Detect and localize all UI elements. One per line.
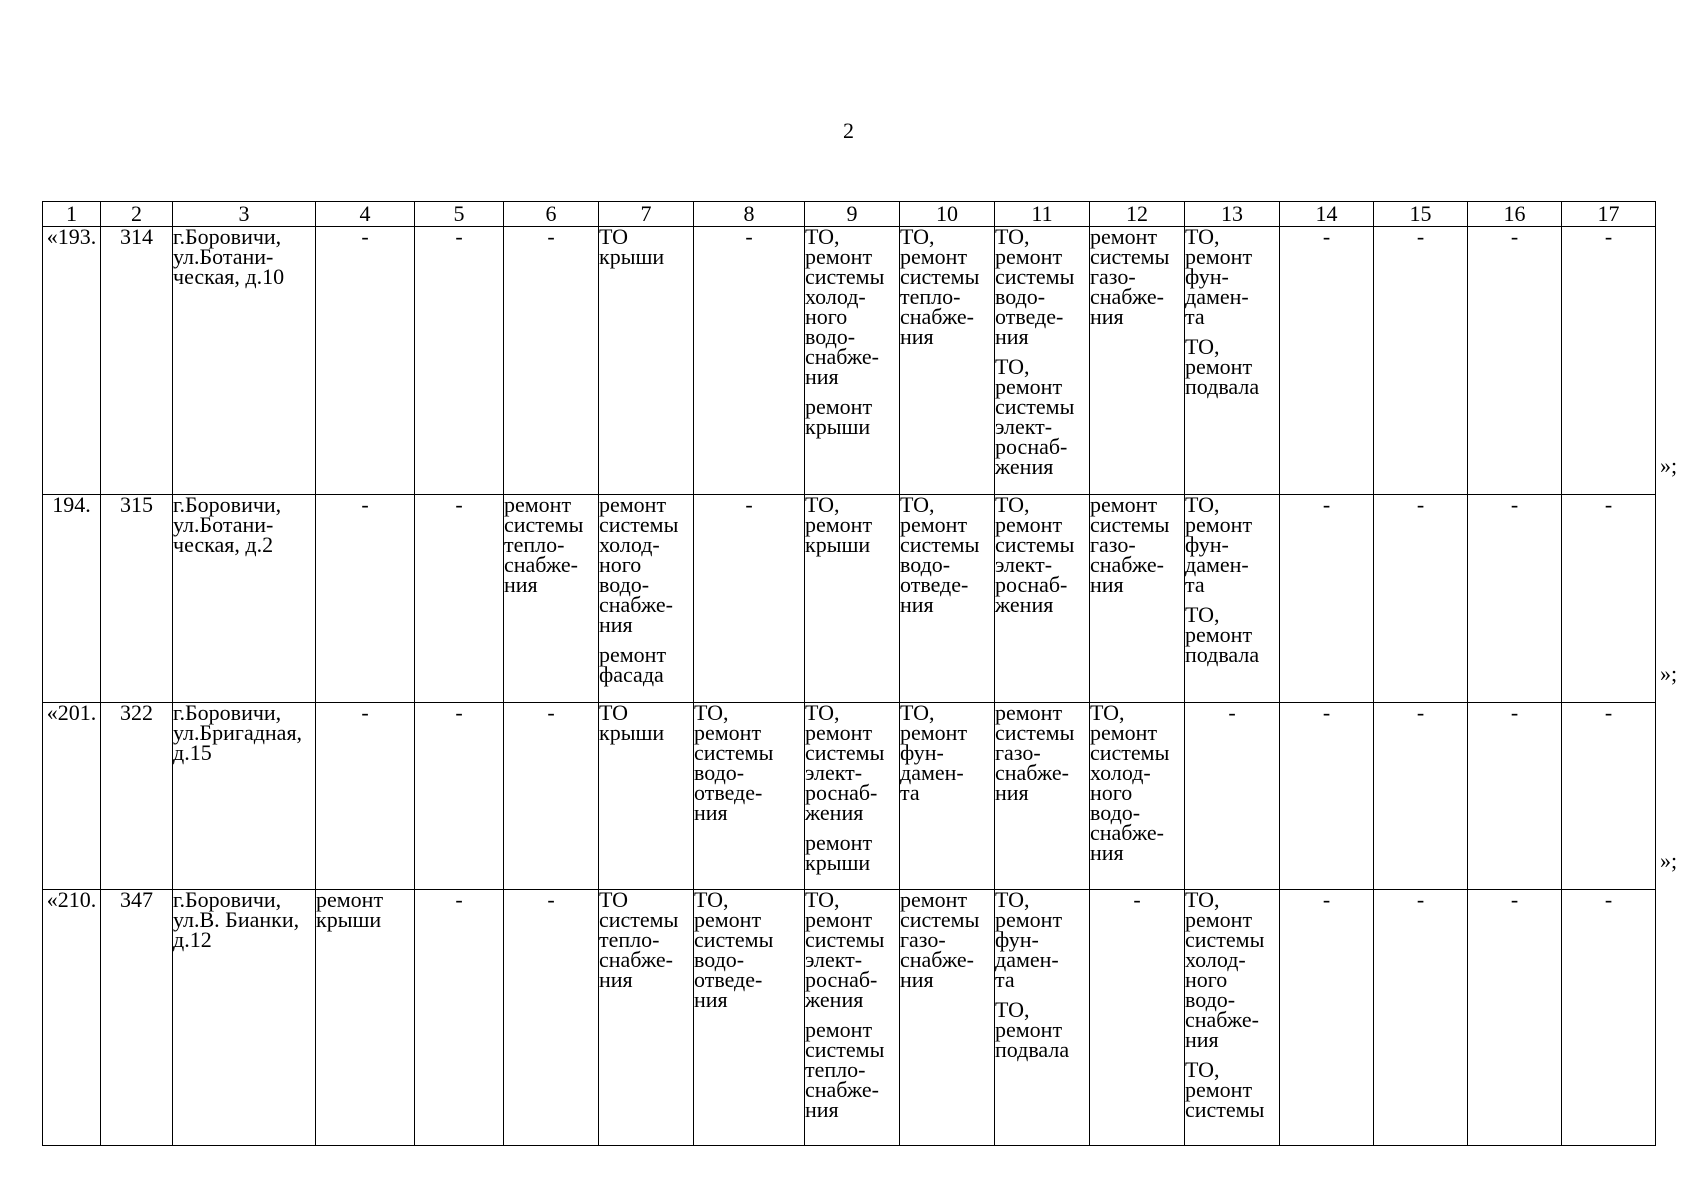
work-type-cell xyxy=(995,887,1090,1146)
work-type-cell xyxy=(805,700,900,890)
registry-id-cell: 314 xyxy=(101,227,173,495)
row-closing-mark: »; xyxy=(1660,660,1678,686)
work-type-cell xyxy=(694,887,805,1146)
work-type-cell xyxy=(599,492,694,703)
cell-text-block: ТО, ремонт системы водо- отведе- ния xyxy=(995,224,1075,349)
cell-text-block: ТО, ремонт системы элект- роснаб- жения xyxy=(805,700,885,825)
cell-text-block: ремонт крыши xyxy=(805,394,873,439)
empty-cell: - xyxy=(415,495,504,703)
work-type-cell xyxy=(1090,492,1185,703)
empty-cell: - xyxy=(415,890,504,1146)
header-row xyxy=(43,202,1656,227)
column-header-16: 16 xyxy=(1468,202,1562,227)
registry-id-cell: 322 xyxy=(101,703,173,890)
table-row xyxy=(43,703,1656,890)
empty-cell: - xyxy=(316,703,415,890)
empty-cell: - xyxy=(1280,703,1374,890)
empty-cell: - xyxy=(1374,227,1468,495)
cell-text-block: ТО, ремонт подвала xyxy=(995,997,1070,1062)
work-type-cell xyxy=(1185,887,1280,1146)
cell-text-block: ТО, ремонт системы тепло- снабже- ния xyxy=(900,224,980,349)
cell-text-block: ТО, ремонт системы элект- роснаб- жения xyxy=(995,354,1075,479)
work-type-cell xyxy=(694,700,805,890)
cell-text-block: ремонт системы газо- снабже- ния xyxy=(1090,224,1170,329)
cell-text-block: ТО системы тепло- снабже- ния xyxy=(599,887,679,992)
cell-text-block: ТО крыши xyxy=(599,700,665,745)
empty-cell: - xyxy=(1185,703,1280,890)
empty-cell: - xyxy=(504,703,599,890)
cell-text-block: ТО, ремонт системы водо- отведе- ния xyxy=(694,887,774,1012)
empty-cell: - xyxy=(1090,890,1185,1146)
cell-text-block: ТО, ремонт фун- дамен- та xyxy=(995,887,1063,992)
cell-text-block: ТО, ремонт крыши xyxy=(805,492,873,557)
registry-id-cell: 315 xyxy=(101,495,173,703)
work-type-cell xyxy=(805,224,900,495)
work-type-cell xyxy=(1185,224,1280,495)
table-row xyxy=(43,495,1656,703)
work-type-cell xyxy=(599,700,694,890)
cell-text-block: ТО, ремонт подвала xyxy=(1185,334,1260,399)
empty-cell: - xyxy=(1562,890,1656,1146)
column-header-7: 7 xyxy=(599,202,694,227)
cell-text-block: ремонт системы газо- снабже- ния xyxy=(900,887,980,992)
work-type-cell xyxy=(316,887,415,1146)
cell-text-block: ремонт фасада xyxy=(599,642,667,687)
cell-text-block: ТО, ремонт системы водо- отведе- ния xyxy=(900,492,980,617)
column-header-3: 3 xyxy=(173,202,316,227)
row-closing-mark: »; xyxy=(1660,847,1678,873)
empty-cell: - xyxy=(1468,495,1562,703)
empty-cell: - xyxy=(1374,703,1468,890)
column-header-12: 12 xyxy=(1090,202,1185,227)
empty-cell: - xyxy=(1280,227,1374,495)
cell-text-block: г.Боровичи, ул.Ботани- ческая, д.10 xyxy=(173,224,285,289)
empty-cell: - xyxy=(1468,890,1562,1146)
address-cell xyxy=(173,700,316,890)
address-cell xyxy=(173,224,316,495)
work-type-cell xyxy=(1090,224,1185,495)
work-type-cell xyxy=(805,887,900,1146)
work-type-cell xyxy=(995,492,1090,703)
cell-text-block: ремонт системы тепло- снабже- ния xyxy=(504,492,584,597)
cell-text-block: ремонт системы тепло- снабже- ния xyxy=(805,1017,885,1122)
column-header-2: 2 xyxy=(101,202,173,227)
address-cell xyxy=(173,887,316,1146)
empty-cell: - xyxy=(1468,227,1562,495)
work-type-cell xyxy=(900,224,995,495)
empty-cell: - xyxy=(1468,703,1562,890)
column-header-10: 10 xyxy=(900,202,995,227)
empty-cell: - xyxy=(415,703,504,890)
cell-text-block: ТО крыши xyxy=(599,224,665,269)
cell-text-block: ТО, ремонт системы холод- ного водо- снабже- ния xyxy=(1090,700,1170,865)
empty-cell: - xyxy=(504,890,599,1146)
work-type-cell xyxy=(995,224,1090,495)
work-type-cell xyxy=(504,492,599,703)
table-row xyxy=(43,227,1656,495)
column-header-4: 4 xyxy=(316,202,415,227)
cell-text-block: ремонт системы газо- снабже- ния xyxy=(1090,492,1170,597)
column-header-1: 1 xyxy=(43,202,101,227)
cell-text-block: ТО, ремонт системы водо- отведе- ния xyxy=(694,700,774,825)
table-row xyxy=(43,890,1656,1146)
work-type-cell xyxy=(599,887,694,1146)
cell-text-block: ремонт крыши xyxy=(316,887,384,932)
column-header-17: 17 xyxy=(1562,202,1656,227)
cell-text-block: г.Боровичи, ул.Бригадная, д.15 xyxy=(173,700,303,765)
column-header-11: 11 xyxy=(995,202,1090,227)
row-number-cell: 194. xyxy=(43,495,101,703)
cell-text-block: ТО, ремонт фун- дамен- та xyxy=(1185,224,1253,329)
empty-cell: - xyxy=(1374,890,1468,1146)
cell-text-block: ремонт крыши xyxy=(805,830,873,875)
empty-cell: - xyxy=(316,495,415,703)
empty-cell: - xyxy=(415,227,504,495)
registry-id-cell: 347 xyxy=(101,890,173,1146)
address-cell xyxy=(173,492,316,703)
cell-text-block: ремонт системы холод- ного водо- снабже- ния xyxy=(599,492,679,637)
cell-text-block: ТО, ремонт системы элект- роснаб- жения xyxy=(805,887,885,1012)
empty-cell: - xyxy=(1562,703,1656,890)
column-header-8: 8 xyxy=(694,202,805,227)
empty-cell: - xyxy=(694,227,805,495)
cell-text-block: ТО, ремонт системы холод- ного водо- снабже- ния xyxy=(805,224,885,389)
cell-text-block: ТО, ремонт системы холод- ного водо- снабже- ния xyxy=(1185,887,1265,1052)
column-header-6: 6 xyxy=(504,202,599,227)
empty-cell: - xyxy=(1562,495,1656,703)
column-header-14: 14 xyxy=(1280,202,1374,227)
empty-cell: - xyxy=(316,227,415,495)
column-header-15: 15 xyxy=(1374,202,1468,227)
page-number: 2 xyxy=(843,118,854,143)
cell-text-block: ТО, ремонт подвала xyxy=(1185,602,1260,667)
work-type-cell xyxy=(805,492,900,703)
work-type-cell xyxy=(900,492,995,703)
cell-text-block: г.Боровичи, ул.В. Бианки, д.12 xyxy=(173,887,300,952)
work-type-cell xyxy=(1090,700,1185,890)
row-number-cell: «210. xyxy=(43,890,101,1146)
row-number-cell: «193. xyxy=(43,227,101,495)
cell-text-block: ТО, ремонт фун- дамен- та xyxy=(1185,492,1253,597)
empty-cell: - xyxy=(1562,227,1656,495)
cell-text-block: г.Боровичи, ул.Ботани- ческая, д.2 xyxy=(173,492,282,557)
cell-text-block: ТО, ремонт фун- дамен- та xyxy=(900,700,968,805)
repair-schedule-table xyxy=(42,201,1656,1146)
work-type-cell xyxy=(1185,492,1280,703)
cell-text-block: ТО, ремонт системы xyxy=(1185,1057,1265,1122)
work-type-cell xyxy=(900,700,995,890)
work-type-cell xyxy=(900,887,995,1146)
row-number-cell: «201. xyxy=(43,703,101,890)
column-header-9: 9 xyxy=(805,202,900,227)
empty-cell: - xyxy=(694,495,805,703)
cell-text-block: ремонт системы газо- снабже- ния xyxy=(995,700,1075,805)
work-type-cell xyxy=(599,224,694,495)
empty-cell: - xyxy=(1280,890,1374,1146)
work-type-cell xyxy=(995,700,1090,890)
empty-cell: - xyxy=(504,227,599,495)
empty-cell: - xyxy=(1280,495,1374,703)
column-header-13: 13 xyxy=(1185,202,1280,227)
column-header-5: 5 xyxy=(415,202,504,227)
empty-cell: - xyxy=(1374,495,1468,703)
cell-text-block: ТО, ремонт системы элект- роснаб- жения xyxy=(995,492,1075,617)
row-closing-mark: »; xyxy=(1660,452,1678,478)
